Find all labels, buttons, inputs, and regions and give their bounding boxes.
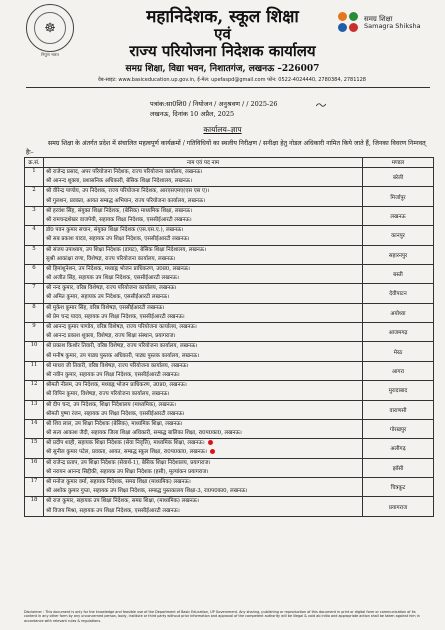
officer-name <box>46 304 360 313</box>
officer-name <box>46 207 360 216</box>
officer-name-text: श्री विजय मिश्रा, सहायक उप शिक्षा निदेशक, एससीईआरटी लखनऊ। <box>46 507 180 514</box>
officer-name <box>46 439 360 448</box>
officer-name <box>46 274 360 283</box>
row-division: चित्रकूट <box>363 478 434 497</box>
officer-name-text: श्री संजय उपाध्याय, उप शिक्षा निदेशक (डायट), बेसिक शिक्षा निदेशालय, लखनऊ। <box>46 246 207 253</box>
disclaimer-footer: Disclaimer : This document is only for the knowledge and feasible use of the Department of Basic Education, UP Government. Any sharing, publishing or reproduction of this document in print or digital form or communication of its content in any other form by any unconcerned person, body, institute or third party without prior information and approval of the competent authority will be illegal & void ab initio and appropriate action shall be taken against him in accordance with relevant rules & regulations. <box>24 610 420 623</box>
row-division: देवीपाटन <box>363 284 434 303</box>
officer-name <box>46 410 360 419</box>
officer-name-text: श्री राजेन्द्र प्रसाद, अपर परियोजना निदेशक, राज्य परियोजना कार्यालय, लखनऊ। <box>46 169 203 175</box>
row-division: प्रयागराज <box>363 497 434 516</box>
row-serial: 12 <box>25 381 44 400</box>
row-division: अलीगढ़ <box>363 439 434 458</box>
nipun-bharat-caption: निपुण भारत <box>41 52 59 57</box>
up-govt-emblem-icon: ☸ <box>26 4 74 52</box>
officer-name <box>46 246 360 255</box>
table-row <box>25 497 434 516</box>
row-officers <box>44 245 363 264</box>
officer-name <box>46 371 360 380</box>
table-row <box>25 284 434 303</box>
row-officers <box>44 303 363 322</box>
row-serial: 16 <box>25 458 44 477</box>
row-serial: 9 <box>25 323 44 342</box>
officer-name-text: श्री रामचन्द्रशेखर वाजपेयी, सहायक शिक्षा निदेशक, एससीईआरटी लखनऊ। <box>46 216 192 223</box>
officer-name <box>46 197 360 206</box>
officer-name <box>46 332 360 341</box>
officer-name-text: श्रीमती पुष्पा रंजन, सहायक उप शिक्षा निदेशक, एससीईआरटी लखनऊ। <box>46 410 185 417</box>
table-row <box>25 323 434 342</box>
officer-name <box>46 187 360 196</box>
officer-name <box>46 448 360 457</box>
officer-name-text: श्री हरवंश सिंह, संयुक्त शिक्षा निदेशक, (बेसिक) माध्यमिक शिक्षा, लखनऊ। <box>46 207 193 214</box>
officer-name <box>46 352 360 361</box>
officer-name <box>46 478 360 487</box>
document-subject: कार्यालय–ज्ञाप <box>203 125 242 134</box>
officer-name-text: श्री सत्य आकाश जैदी, सहायक जिला शिक्षा अधिकारी, सम्बद्ध बालिका शिक्षा, रा0प0का0, लखनऊ। <box>46 430 242 437</box>
officer-name-text: श्री सुनील कुमार पटेल, प्रवक्ता, आयत, सम्बद्ध स्कूल शिक्षा, रा0प0का0, लखनऊ। <box>46 449 207 456</box>
officer-name-text: श्री हिमांशुनेशन, उप निदेशक, मध्याह्न भोजन प्राधिकरण, उ0प्र0, लखनऊ। <box>46 265 190 272</box>
officer-name <box>46 284 360 293</box>
header-divider <box>26 87 430 88</box>
logo-text-english: Samagra Shiksha <box>364 22 421 31</box>
row-division: झाँसी <box>363 458 434 477</box>
table-row <box>25 226 434 245</box>
row-division: वाराणसी <box>363 400 434 419</box>
officer-name-text: श्री आनन्द शुक्ला, प्रशासनिक अधिकारी, बेसिक शिक्षा निदेशालय, लखनऊ। <box>46 178 193 185</box>
row-officers <box>44 497 363 516</box>
red-marker-icon <box>208 440 213 445</box>
officer-name <box>46 381 360 390</box>
officer-name-text: श्री प्रेम चन्द्र यादव, सहायक उप शिक्षा निदेशक, एससीईआरटी लखनऊ। <box>46 313 185 320</box>
officer-name <box>46 459 360 468</box>
table-row <box>25 478 434 497</box>
signature-mark <box>316 102 326 108</box>
intro-paragraph: समग्र शिक्षा के अंतर्गत प्रदेश में संचालित महत्वपूर्ण कार्यक्रमों / गतिविधियों का स्थलीय निरीक्षण / सनीक्षा हेतु नोडल अधिकारी नामित किये जाते हैं, जिनका विवरण निम्नवत् हैः– <box>26 140 426 156</box>
row-officers <box>44 323 363 342</box>
row-officers <box>44 168 363 187</box>
header-title-line3: राज्य परियोजना निदेशक कार्यालय <box>129 42 316 60</box>
row-serial: 5 <box>25 245 44 264</box>
table-row <box>25 206 434 225</box>
row-serial: 2 <box>25 187 44 206</box>
officer-name <box>46 323 360 332</box>
row-division: बरेली <box>363 168 434 187</box>
column-header-serial: क्र.सं. <box>25 158 44 168</box>
officer-name-text: श्री अमित कुमार, सहायक उप निदेशक, एससीईआरटी लखनऊ। <box>46 294 170 301</box>
row-division: अयोध्या <box>363 303 434 322</box>
officer-name <box>46 226 360 235</box>
officer-name-text: श्री दीप चन्द, उप निदेशक, शिक्षा निदेशालय (माध्यमिक), लखनऊ। <box>46 401 176 408</box>
row-officers <box>44 439 363 458</box>
column-header-name: नाम एवं पद नाम <box>44 158 363 168</box>
row-officers <box>44 264 363 283</box>
row-division: मेरठ <box>363 342 434 361</box>
officer-name <box>46 507 360 516</box>
officer-name-text: श्री मनीष कुमार, उप पाठ्य पुस्तक अधिकारी, पाठ्य पुस्तक कार्यालय, लखनऊ। <box>46 352 200 359</box>
row-division: मिर्जापुर <box>363 187 434 206</box>
officer-name <box>46 420 360 429</box>
officer-name <box>46 429 360 438</box>
officer-name-text: श्री अजीत सिंह, सहायक उप शिक्षा निदेशक, एससीईआरटी लखनऊ। <box>46 275 179 282</box>
reference-date: लखनऊ, दिनांक 10 अप्रैल, 2025 <box>150 110 235 118</box>
row-serial: 10 <box>25 342 44 361</box>
row-officers <box>44 342 363 361</box>
officer-name <box>46 313 360 322</box>
officer-name-text: श्री आनन्द कुमार पाण्डेय, वरिष्ठ विशेषज्ञ, राज्य परियोजना कार्यालय, लखनऊ। <box>46 324 197 330</box>
officer-name-text: श्री मनोज कुमार वर्मा, सहायक निदेशक, समग्र शिक्षा (माध्यमिक) लखनऊ। <box>46 479 191 485</box>
table-header-row <box>25 158 434 168</box>
row-officers <box>44 400 363 419</box>
table-row <box>25 264 434 283</box>
officer-name <box>46 468 360 477</box>
officer-name <box>46 168 360 177</box>
officer-name-text: श्री राजेन्द्र प्रताप, उप शिक्षा निदेशक (सेवार्थ-1), बेसिक शिक्षा निदेशालय, प्रयागराज। <box>46 459 211 466</box>
row-serial: 4 <box>25 226 44 245</box>
row-officers <box>44 458 363 477</box>
row-serial: 17 <box>25 478 44 497</box>
table-row <box>25 400 434 419</box>
officer-name <box>46 177 360 186</box>
row-officers <box>44 187 363 206</box>
officer-name-text: श्री प्रदीप शाही, सहायक शिक्षा निदेशक (सेवा निवृत्ति), माध्यमिक शिक्षा, लखनऊ। <box>46 440 205 447</box>
officer-name <box>46 255 360 264</box>
officer-name-text: श्रीमती नीलम, उप निदेशक, मध्याह्न भोजन प्राधिकरण, उ0प्र0, लखनऊ। <box>46 382 187 389</box>
officer-name <box>46 401 360 410</box>
officer-name-text: श्री अशोक कुमार गुप्ता, सहायक उप शिक्षा निदेशक, सम्बद्ध पुस्तकालय शिक्षा-3, रा0प0का0, लखनऊ। <box>46 488 248 495</box>
row-officers <box>44 206 363 225</box>
row-division: आजमगढ़ <box>363 323 434 342</box>
officer-name <box>46 265 360 274</box>
row-serial: 11 <box>25 361 44 380</box>
red-marker-icon <box>210 449 215 454</box>
row-officers <box>44 381 363 400</box>
officer-name <box>46 390 360 399</box>
row-serial: 3 <box>25 206 44 225</box>
row-division: मुरादाबाद <box>363 381 434 400</box>
officer-name <box>46 342 360 351</box>
officer-name <box>46 293 360 302</box>
officer-name-text: श्री नवीन कुमार, सहायक उप शिक्षा निदेशक, एससीईआरटी लखनऊ। <box>46 371 180 378</box>
officer-name-text: श्री माधव जी तिवारी, वरिष्ठ विशेषज्ञ, राज्य परियोजना कार्यालय, लखनऊ। <box>46 362 189 369</box>
table-row <box>25 439 434 458</box>
officer-name-text: श्री मुकेश कुमार सिंह, वरिष्ठ विशेषज्ञ, एससीईआरटी लखनऊ। <box>46 304 165 311</box>
table-row <box>25 342 434 361</box>
row-officers <box>44 478 363 497</box>
table-row <box>25 245 434 264</box>
column-header-division: मण्डल <box>363 158 434 168</box>
officer-name-text: श्री नरायन आनन्द सिद्दीकी, सहायक उप शिक्षा निदेशक (हसी), मूल्यांकन प्रयागराज। <box>46 468 209 475</box>
table-row <box>25 419 434 438</box>
row-serial: 1 <box>25 168 44 187</box>
row-division: बस्ती <box>363 264 434 283</box>
table-row <box>25 381 434 400</box>
row-officers <box>44 419 363 438</box>
table-row <box>25 303 434 322</box>
table-row <box>25 361 434 380</box>
row-serial: 8 <box>25 303 44 322</box>
reference-number: पत्रांक:सा0शि0 / नियोजन / अनुश्रवण / / 2025-26 <box>150 100 278 108</box>
header-address: समग्र शिक्षा, विद्या भवन, निशातगंज, लखनऊ –226007 <box>125 64 320 74</box>
officer-name-text: श्री आनन्द प्रकाश शुक्ला, विशेषज्ञ, राज्य शिक्षा संस्थान, प्रयागराज। <box>46 333 176 340</box>
header-contact: वेब-साइट: www.basiceducation.up.gov.in, ई-मेल: upefaspd@gmail.com फोन: 0522-4024440, 2780384, 2781128 <box>98 77 366 83</box>
row-division: आगरा <box>363 361 434 380</box>
table-row <box>25 168 434 187</box>
logo-text-hindi: समग्र शिक्षा <box>364 14 393 23</box>
table-row <box>25 187 434 206</box>
nodal-officers-table <box>24 157 434 517</box>
officer-name <box>46 497 360 506</box>
officer-name-text: श्री शिव लाल, उप शिक्षा निदेशक (बेसिक), माध्यमिक शिक्षा, लखनऊ। <box>46 420 183 427</box>
row-officers <box>44 361 363 380</box>
header-title-line1: महानिदेशक, स्कूल शिक्षा <box>146 7 299 27</box>
row-division: लखनऊ <box>363 206 434 225</box>
row-officers <box>44 284 363 303</box>
row-division: सहारनपुर <box>363 245 434 264</box>
officer-name-text: श्री प्रकाश किशोर तिवारी, वरिष्ठ विशेषज्ञ, राज्य परियोजना कार्यालय, लखनऊ। <box>46 343 198 350</box>
officer-name-text: श्री गुलशन, प्रवक्ता, आयत सम्बद्ध अभियान, राज्य परियोजना कार्यालय, लखनऊ। <box>46 197 206 204</box>
officer-name-text: श्री वीरेन्द्र पाण्डेय, उप निदेशक, राज्य परियोजना निदेशक, आरएसएमए(एस एस ए)। <box>46 188 210 195</box>
row-serial: 13 <box>25 400 44 419</box>
header-title-line2: एवं <box>214 25 231 43</box>
officer-name-text: श्री नन्द कुमार, वरिष्ठ विशेषज्ञ, राज्य परियोजना कार्यालय, लखनऊ। <box>46 285 177 292</box>
row-division: गोरखपुर <box>363 419 434 438</box>
officer-name-text: श्री सब प्रकाश यादव, सहायक उप शिक्षा निदेशक, एससीईआरटी लखनऊ। <box>46 236 190 243</box>
row-division: कानपुर <box>363 226 434 245</box>
officer-name-text: सुश्री आकांक्षा राणा, विशेषज्ञ, राज्य परियोजना कार्यालय, लखनऊ। <box>46 255 176 262</box>
row-serial: 18 <box>25 497 44 516</box>
officer-name <box>46 487 360 496</box>
officer-name <box>46 362 360 371</box>
officer-name <box>46 235 360 244</box>
officer-name-text: डॉ0 पवन कुमार सचान, संयुक्त शिक्षा निदेशक (एस.एस.ए.), लखनऊ। <box>46 227 184 234</box>
row-serial: 7 <box>25 284 44 303</box>
row-serial: 15 <box>25 439 44 458</box>
officer-name-text: श्री विपिन कुमार, विशेषज्ञ, राज्य परियोजना कार्यालय, लखनऊ। <box>46 391 170 398</box>
row-serial: 14 <box>25 419 44 438</box>
row-serial: 6 <box>25 264 44 283</box>
officer-name <box>46 216 360 225</box>
table-row <box>25 458 434 477</box>
officer-name-text: श्री राज कुमार, सहायक उप शिक्षा निदेशक, समग्र शिक्षा, (माध्यमिक) लखनऊ। <box>46 498 199 505</box>
row-officers <box>44 226 363 245</box>
